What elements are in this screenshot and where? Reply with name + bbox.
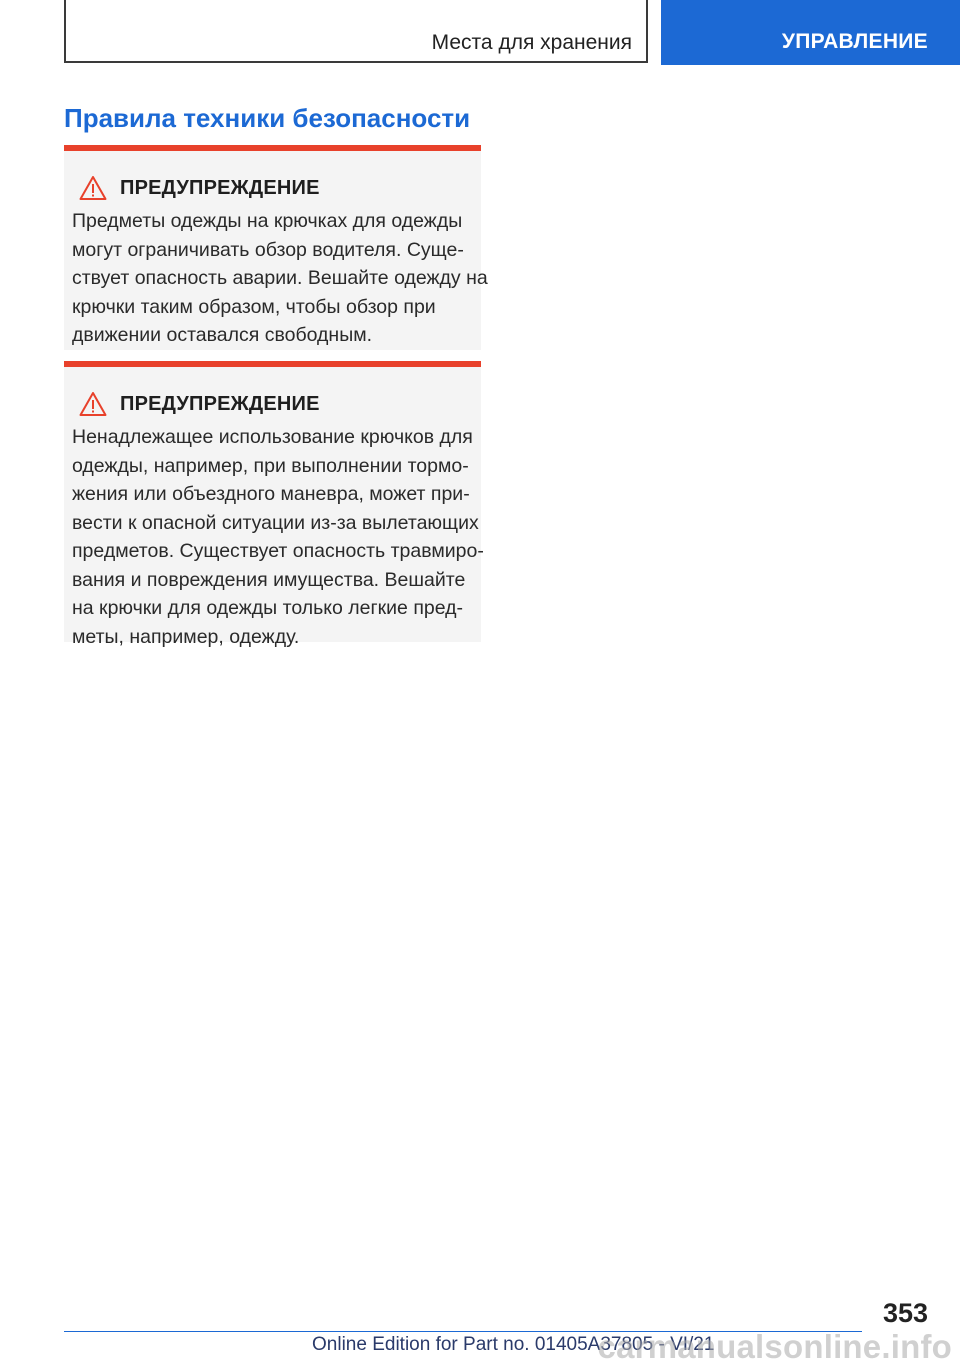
- warning-text-line: жения или объездного маневра, может при-: [72, 483, 470, 505]
- watermark: carmanualsonline.info: [597, 1328, 952, 1365]
- warning-header: [72, 389, 473, 419]
- warning-text-line: Ненадлежащее использование крючков для: [72, 426, 473, 448]
- warning-triangle-icon: [79, 391, 107, 417]
- chapter-tab: [661, 0, 960, 65]
- page-title: Правила техники безопасности: [64, 103, 471, 133]
- warning-text-line: одежды, например, при выполнении тормо-: [72, 454, 469, 477]
- warning-text-line: вания и повреждения имущества. Вешайте: [72, 568, 466, 591]
- warning-text: [72, 207, 488, 350]
- chapter-label: УПРАВЛЕНИЕ: [781, 30, 928, 53]
- warning-text-line: движении оставался свободным.: [72, 324, 373, 346]
- warning-title: ПРЕДУПРЕЖДЕНИЕ: [120, 392, 320, 415]
- warning-text-line: ствует опасность аварии. Вешайте одежду на: [72, 267, 488, 289]
- page-number: 353: [882, 1298, 928, 1328]
- warning-text-line: меты, например, одежду.: [72, 625, 300, 648]
- page-header: [0, 0, 960, 66]
- warning-text-line: вести к опасной ситуации из-за вылетающих: [72, 511, 479, 534]
- warning-text-line: крючки таким образом, чтобы обзор при: [72, 295, 436, 318]
- warning-title: ПРЕДУПРЕЖДЕНИЕ: [120, 176, 320, 199]
- section-title: Места для хранения: [431, 31, 632, 54]
- warning-text-line: на крючки для одежды только легкие пред-: [72, 597, 464, 619]
- warning-triangle-icon: [79, 175, 107, 201]
- warning-box-2: [64, 361, 484, 648]
- section-header-box: [64, 0, 648, 63]
- warning-text-line: предметов. Существует опасность травмиро-: [72, 540, 484, 562]
- edition-footer: Online Edition for Part no. 01405A37805 - VI/21: [312, 1334, 715, 1355]
- warning-text-line: могут ограничивать обзор водителя. Суще-: [72, 238, 464, 261]
- warning-text: [72, 423, 484, 651]
- warning-box-1: [64, 145, 488, 350]
- warning-text-line: Предметы одежды на крючках для одежды: [72, 210, 463, 232]
- warning-header: [72, 173, 473, 203]
